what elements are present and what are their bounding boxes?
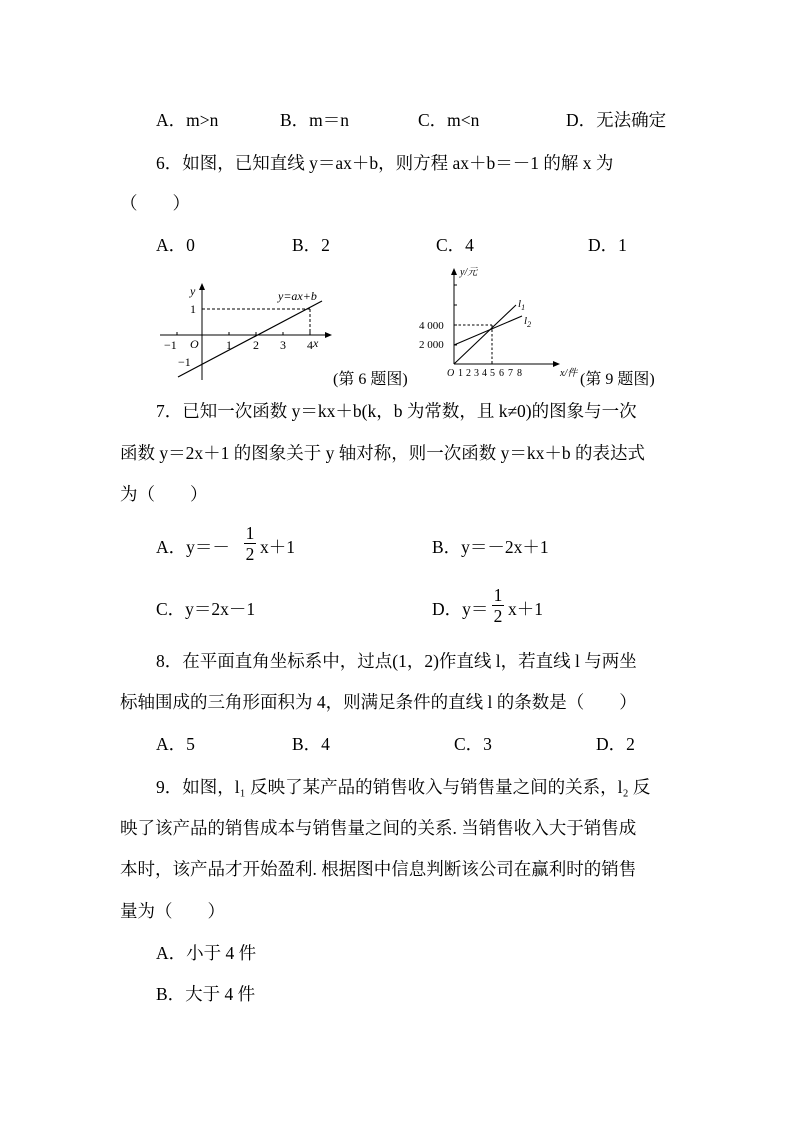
q7-option-a-fraction: 1 2	[245, 523, 255, 564]
fig9-xtick-label: 7	[508, 368, 513, 379]
fig9-xtick-label: 1	[458, 368, 463, 379]
fig6-x-arrow	[325, 332, 332, 338]
fig6-xtick-label: 2	[253, 338, 259, 352]
q7-option-d-fraction: 1 2	[493, 585, 503, 626]
q7-option-b: B．y＝－2x＋1	[432, 537, 549, 557]
fig9-xtick-label: 3	[474, 368, 479, 379]
q5-option-b: B．m＝n	[280, 110, 350, 130]
q9-option-a: A．小于 4 件	[156, 943, 257, 963]
q6-option-a: A．0	[156, 235, 195, 255]
q9-line-2: 映了该产品的销售成本与销售量之间的关系. 当销售收入大于销售成	[120, 818, 637, 838]
figure-6-graph	[150, 280, 340, 385]
q7-option-c: C．y＝2x－1	[156, 599, 256, 619]
fig6-x-label: x	[313, 336, 319, 350]
fig6-xtick-label: −1	[164, 338, 177, 352]
q7-option-a-suffix: x＋1	[260, 537, 295, 557]
q6-option-b: B．2	[292, 235, 330, 255]
q7-option-d-prefix: D．y＝	[432, 599, 489, 619]
figure-6-caption: (第 6 题图)	[333, 371, 408, 388]
fig9-ytick-label: 2 000	[419, 339, 444, 351]
fig9-x-arrow	[553, 361, 560, 367]
q7-line-1: 7．已知一次函数 y＝kx＋b(k，b 为常数，且 k≠0)的图象与一次	[156, 401, 637, 421]
fig6-ytick-label: 1	[190, 302, 196, 316]
fig9-xtick-label: 4	[482, 368, 487, 379]
q8-option-c: C．3	[454, 734, 492, 754]
q9-line-1: 9．如图，l₁ 反映了某产品的销售收入与销售量之间的关系，l₂ 反	[156, 777, 651, 797]
fig9-ytick-label: 4 000	[419, 320, 444, 332]
fig6-xtick-label: 4	[307, 338, 313, 352]
fig6-line-label: y=ax+b	[278, 289, 317, 303]
q6-option-c: C．4	[436, 235, 474, 255]
fig9-origin: O	[447, 368, 455, 379]
fig6-y-arrow	[199, 283, 205, 290]
fig6-xtick-label: 3	[280, 338, 286, 352]
q6-option-d: D．1	[588, 235, 627, 255]
q7-line-2: 函数 y＝2x＋1 的图象关于 y 轴对称，则一次函数 y＝kx＋b 的表达式	[120, 443, 645, 463]
figure-9-caption: (第 9 题图)	[580, 371, 655, 388]
q6-paren: （ ）	[120, 193, 190, 213]
q6-stem: 6．如图，已知直线 y＝ax＋b，则方程 ax＋b＝－1 的解 x 为	[156, 153, 614, 173]
q8-line-2: 标轴围成的三角形面积为 4，则满足条件的直线 l 的条数是（ ）	[120, 692, 637, 712]
fig9-xtick-label: 8	[517, 368, 522, 379]
q5-option-d: D．无法确定	[566, 110, 667, 130]
fig9-y-arrow	[451, 268, 457, 275]
fig6-xtick-label: 1	[226, 338, 232, 352]
q9-option-b: B．大于 4 件	[156, 984, 256, 1004]
fig9-xtick-label: 5	[490, 368, 495, 379]
q8-line-1: 8．在平面直角坐标系中，过点(1，2)作直线 l，若直线 l 与两坐	[156, 651, 637, 671]
fig6-line-y-ax-b	[178, 301, 322, 377]
q8-options	[0, 731, 794, 761]
q7-option-row-ab	[0, 534, 794, 564]
q8-option-d: D．2	[596, 734, 635, 754]
q6-options	[0, 232, 794, 262]
fig9-xtick-label: 2	[466, 368, 471, 379]
fig6-origin: O	[190, 337, 199, 351]
q5-option-c: C．m<n	[418, 110, 480, 130]
q7-option-d-suffix: x＋1	[508, 599, 543, 619]
fig6-ytick-label: −1	[178, 355, 191, 369]
q9-line-3: 本时，该产品才开始盈利. 根据图中信息判断该公司在赢利时的销售	[120, 859, 637, 879]
q5-options	[0, 107, 794, 137]
q8-option-a: A．5	[156, 734, 195, 754]
fig9-xtick-label: 6	[499, 368, 504, 379]
fig9-line-l2	[454, 316, 522, 345]
q7-option-a-prefix: A．y＝－	[156, 537, 230, 557]
fig9-l2-label: $l_2$	[524, 315, 532, 329]
figure-9-graph	[416, 262, 586, 384]
fig9-l1-label: $l_1$	[518, 298, 526, 312]
fig9-line-l1	[454, 305, 516, 364]
q7-line-3: 为（ ）	[120, 484, 208, 504]
fig9-y-label: y/元	[460, 267, 478, 278]
q8-option-b: B．4	[292, 734, 330, 754]
q7-option-row-cd	[0, 596, 794, 626]
fig6-y-label: y	[190, 284, 196, 298]
fig9-x-label: x/件	[560, 368, 578, 379]
q5-option-a: A．m>n	[156, 110, 219, 130]
q9-line-4: 量为（ ）	[120, 901, 225, 921]
